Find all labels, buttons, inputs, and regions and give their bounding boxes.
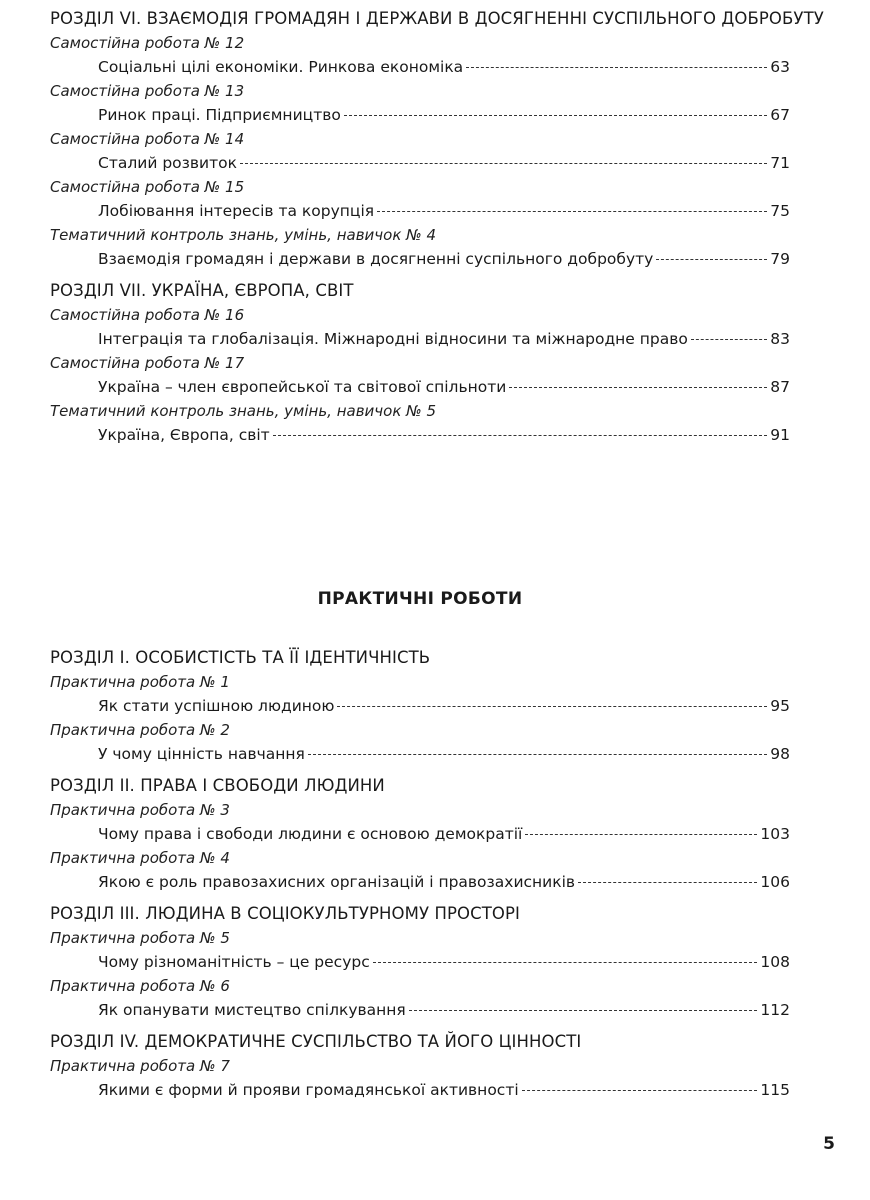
entry-page: 79: [770, 250, 790, 268]
dot-leader: [377, 210, 767, 212]
entry-page: 71: [770, 154, 790, 172]
entry-page: 95: [770, 697, 790, 715]
entry-title: Чому права і свободи людини є основою демократії: [98, 825, 523, 843]
dot-leader: [578, 881, 757, 883]
entry-title: Лобіювання інтересів та корупція: [98, 202, 375, 220]
work-label: Самостійна робота № 16: [50, 306, 245, 324]
work-label: Самостійна робота № 15: [50, 178, 245, 196]
dot-leader: [409, 1009, 758, 1011]
section-heading: РОЗДІЛ VІ. ВЗАЄМОДІЯ ГРОМАДЯН І ДЕРЖАВИ В ДОСЯГНЕННІ СУСПІЛЬНОГО ДОБРОБУТУ: [50, 9, 824, 28]
toc-entry[interactable]: [50, 821, 790, 847]
entry-page: 91: [770, 426, 790, 444]
dot-leader: [509, 386, 767, 388]
toc-entry[interactable]: [50, 102, 790, 128]
work-label: Практична робота № 7: [50, 1057, 230, 1075]
dot-leader: [308, 753, 767, 755]
entry-page: 106: [760, 873, 790, 891]
toc-entry[interactable]: [50, 326, 790, 352]
toc-entry[interactable]: [50, 150, 790, 176]
entry-title: Якою є роль правозахисних організацій і правозахисників: [98, 873, 576, 891]
entry-title: Ринок праці. Підприємництво: [98, 106, 341, 124]
work-label: Практична робота № 4: [50, 849, 230, 867]
toc-self-work: [50, 6, 824, 448]
dot-leader: [273, 434, 768, 436]
entry-page: 67: [770, 106, 790, 124]
toc-entry[interactable]: [50, 198, 790, 224]
page-number: 5: [823, 1134, 835, 1154]
dot-leader: [344, 114, 767, 116]
toc-practical-work: [50, 645, 790, 1103]
entry-title: Якими є форми й прояви громадянської активності: [98, 1081, 519, 1099]
toc-entry[interactable]: [50, 246, 790, 272]
entry-page: 108: [760, 953, 790, 971]
entry-title: Соціальні цілі економіки. Ринкова економіка: [98, 58, 464, 76]
entry-title: Україна, Європа, світ: [98, 426, 270, 444]
entry-title: Взаємодія громадян і держави в досягненні суспільного добробуту: [98, 250, 654, 268]
work-label: Практична робота № 3: [50, 801, 230, 819]
entry-page: 115: [760, 1081, 790, 1099]
work-label: Практична робота № 5: [50, 929, 230, 947]
section-heading: РОЗДІЛ ІV. ДЕМОКРАТИЧНЕ СУСПІЛЬСТВО ТА ЙОГО ЦІННОСТІ: [50, 1032, 582, 1051]
section-heading: РОЗДІЛ ІІ. ПРАВА І СВОБОДИ ЛЮДИНИ: [50, 776, 385, 795]
work-label: Практична робота № 1: [50, 673, 230, 691]
entry-title: Сталий розвиток: [98, 154, 237, 172]
work-label: Практична робота № 6: [50, 977, 230, 995]
entry-page: 63: [770, 58, 790, 76]
dot-leader: [522, 1089, 758, 1091]
entry-title: У чому цінність навчання: [98, 745, 305, 763]
practical-works-title: ПРАКТИЧНІ РОБОТИ: [317, 589, 523, 609]
toc-entry[interactable]: [50, 741, 790, 767]
dot-leader: [466, 66, 767, 68]
work-label: Самостійна робота № 14: [50, 130, 245, 148]
toc-entry[interactable]: [50, 869, 790, 895]
entry-page: 83: [770, 330, 790, 348]
entry-page: 103: [760, 825, 790, 843]
dot-leader: [240, 162, 767, 164]
entry-page: 87: [770, 378, 790, 396]
section-heading: РОЗДІЛ VІІ. УКРАЇНА, ЄВРОПА, СВІТ: [50, 281, 354, 300]
work-label: Тематичний контроль знань, умінь, навичок № 5: [50, 402, 437, 420]
entry-page: 112: [760, 1001, 790, 1019]
entry-title: Чому різноманітність – це ресурс: [98, 953, 370, 971]
toc-entry[interactable]: [50, 422, 790, 448]
dot-leader: [656, 258, 767, 260]
entry-title: Як стати успішною людиною: [98, 697, 335, 715]
work-label: Самостійна робота № 13: [50, 82, 245, 100]
dot-leader: [691, 338, 767, 340]
toc-entry[interactable]: [50, 374, 790, 400]
section-heading: РОЗДІЛ ІІІ. ЛЮДИНА В СОЦІОКУЛЬТУРНОМУ ПРОСТОРІ: [50, 904, 520, 923]
toc-entry[interactable]: [50, 1077, 790, 1103]
entry-title: Україна – член європейської та світової спільноти: [98, 378, 507, 396]
toc-entry[interactable]: [50, 693, 790, 719]
work-label: Тематичний контроль знань, умінь, навичок № 4: [50, 226, 437, 244]
dot-leader: [337, 705, 767, 707]
entry-title: Інтеграція та глобалізація. Міжнародні відносини та міжнародне право: [98, 330, 688, 348]
dot-leader: [373, 961, 758, 963]
entry-page: 75: [770, 202, 790, 220]
entry-title: Як опанувати мистецтво спілкування: [98, 1001, 406, 1019]
toc-entry[interactable]: [50, 997, 790, 1023]
toc-entry[interactable]: [50, 54, 790, 80]
work-label: Практична робота № 2: [50, 721, 230, 739]
work-label: Самостійна робота № 12: [50, 34, 245, 52]
toc-entry[interactable]: [50, 949, 790, 975]
section-heading: РОЗДІЛ І. ОСОБИСТІСТЬ ТА ЇЇ ІДЕНТИЧНІСТЬ: [50, 648, 431, 667]
dot-leader: [525, 833, 757, 835]
entry-page: 98: [770, 745, 790, 763]
work-label: Самостійна робота № 17: [50, 354, 245, 372]
